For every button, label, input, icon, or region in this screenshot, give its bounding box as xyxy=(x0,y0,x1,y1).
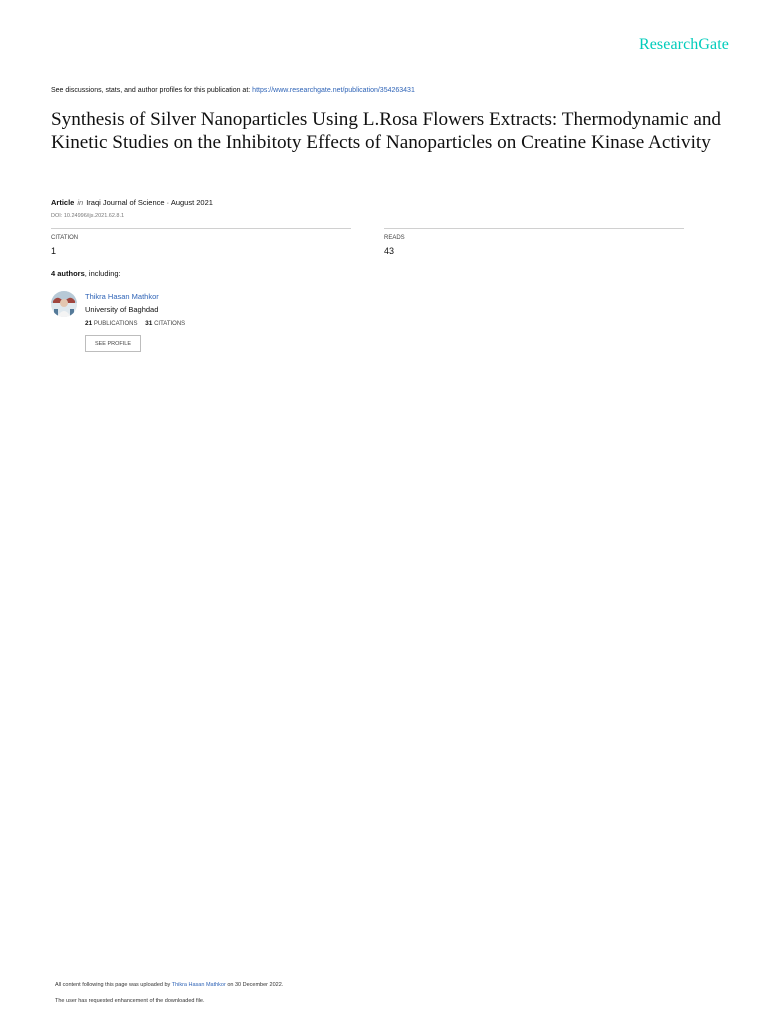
reads-label: READS xyxy=(384,235,405,241)
publication-doi: DOI: 10.24996/ijs.2021.62.8.1 xyxy=(51,213,125,219)
researchgate-logo[interactable]: ResearchGate xyxy=(638,36,729,53)
author-publications-count: 21 xyxy=(85,320,93,327)
discussion-notice xyxy=(51,87,415,94)
journal-date: Iraqi Journal of Science · August 2021 xyxy=(86,198,213,207)
author-name-link[interactable]: Thikra Hasan Mathkor xyxy=(85,292,159,301)
uploader-link[interactable]: Thikra Hasan Mathkor xyxy=(171,982,226,988)
authors-summary xyxy=(51,269,121,278)
author-citations-count: 31 xyxy=(145,320,153,327)
reads-divider xyxy=(384,228,684,229)
author-publications-label: PUBLICATIONS xyxy=(93,321,138,327)
publication-link[interactable]: https://www.researchgate.net/publication/354263431 xyxy=(252,87,415,94)
publication-type: Article xyxy=(51,198,75,207)
discussion-prefix: See discussions, stats, and author profiles for this publication at: xyxy=(51,87,253,94)
in-label: in xyxy=(77,198,84,207)
citation-divider xyxy=(51,228,351,229)
author-institution: University of Baghdad xyxy=(85,305,159,314)
see-profile-button[interactable]: SEE PROFILE xyxy=(85,335,141,352)
publication-meta xyxy=(51,198,213,207)
citation-value: 1 xyxy=(51,246,57,256)
enhancement-note: The user has requested enhancement of the downloaded file. xyxy=(55,998,205,1004)
author-photo-icon xyxy=(51,291,77,317)
citation-label: CITATION xyxy=(51,235,79,241)
upload-suffix: on 30 December 2022. xyxy=(225,982,284,988)
upload-prefix: All content following this page was uploaded by xyxy=(55,982,172,988)
author-citations-label: CITATIONS xyxy=(154,321,186,327)
authors-count: 4 authors xyxy=(51,269,85,278)
upload-notice xyxy=(55,982,283,988)
author-avatar[interactable] xyxy=(51,291,77,317)
author-stats xyxy=(85,320,185,327)
publication-title: Synthesis of Silver Nanoparticles Using L.Rosa Flowers Extracts: Thermodynamic and Kinetic Studies on the Inhibitoty Effects of Nanoparticles on Creatine Kinase Activity xyxy=(51,109,722,153)
authors-suffix: , including: xyxy=(84,269,121,278)
reads-value: 43 xyxy=(384,246,395,256)
